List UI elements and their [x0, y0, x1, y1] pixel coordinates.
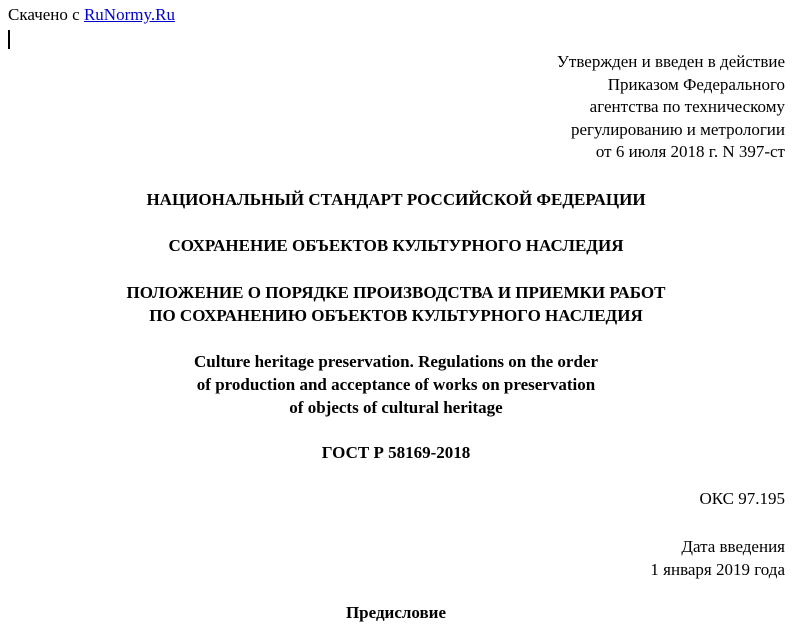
title-en-line: of objects of cultural heritage [289, 398, 503, 417]
preface-heading [0, 601, 792, 624]
approval-line: Утвержден и введен в действие [556, 52, 785, 71]
standard-subject [0, 234, 792, 257]
title-ru-line: ПОЛОЖЕНИЕ О ПОРЯДКЕ ПРОИЗВОДСТВА И ПРИЕМКИ РАБОТ [126, 283, 666, 302]
preface-heading-text: Предисловие [345, 603, 447, 622]
standard-subject-text: СОХРАНЕНИЕ ОБЪЕКТОВ КУЛЬТУРНОГО НАСЛЕДИЯ [168, 236, 624, 255]
title-en-line: Culture heritage preservation. Regulations on the order [193, 352, 599, 371]
national-standard-title [0, 188, 792, 211]
national-standard-title-text: НАЦИОНАЛЬНЫЙ СТАНДАРТ РОССИЙСКОЙ ФЕДЕРАЦИИ [146, 190, 646, 209]
source-prefix: Скачено с [8, 5, 80, 24]
approval-line: агентства по техническому [589, 97, 785, 116]
standard-code-text: ГОСТ Р 58169-2018 [321, 443, 471, 462]
title-en-line: of production and acceptance of works on preservation [196, 375, 596, 394]
source-link[interactable]: RuNormy.Ru [83, 5, 175, 24]
title-ru-line: ПО СОХРАНЕНИЮ ОБЪЕКТОВ КУЛЬТУРНОГО НАСЛЕДИЯ [149, 306, 643, 325]
standard-title-en [0, 350, 792, 419]
standard-title-ru [0, 281, 792, 327]
source-line [8, 5, 175, 25]
approval-line: Приказом Федерального [607, 74, 785, 94]
introduction-date: 1 января 2019 года [650, 560, 785, 579]
approval-line: от 6 июля 2018 г. N 397-ст [595, 142, 785, 161]
text-cursor [8, 30, 10, 49]
approval-block [455, 51, 785, 164]
approval-line: регулированию и метрологии [570, 119, 785, 139]
standard-code [0, 441, 792, 464]
oks-code: ОКС 97.195 [699, 489, 785, 508]
introduction-date-label: Дата введения [681, 537, 785, 556]
